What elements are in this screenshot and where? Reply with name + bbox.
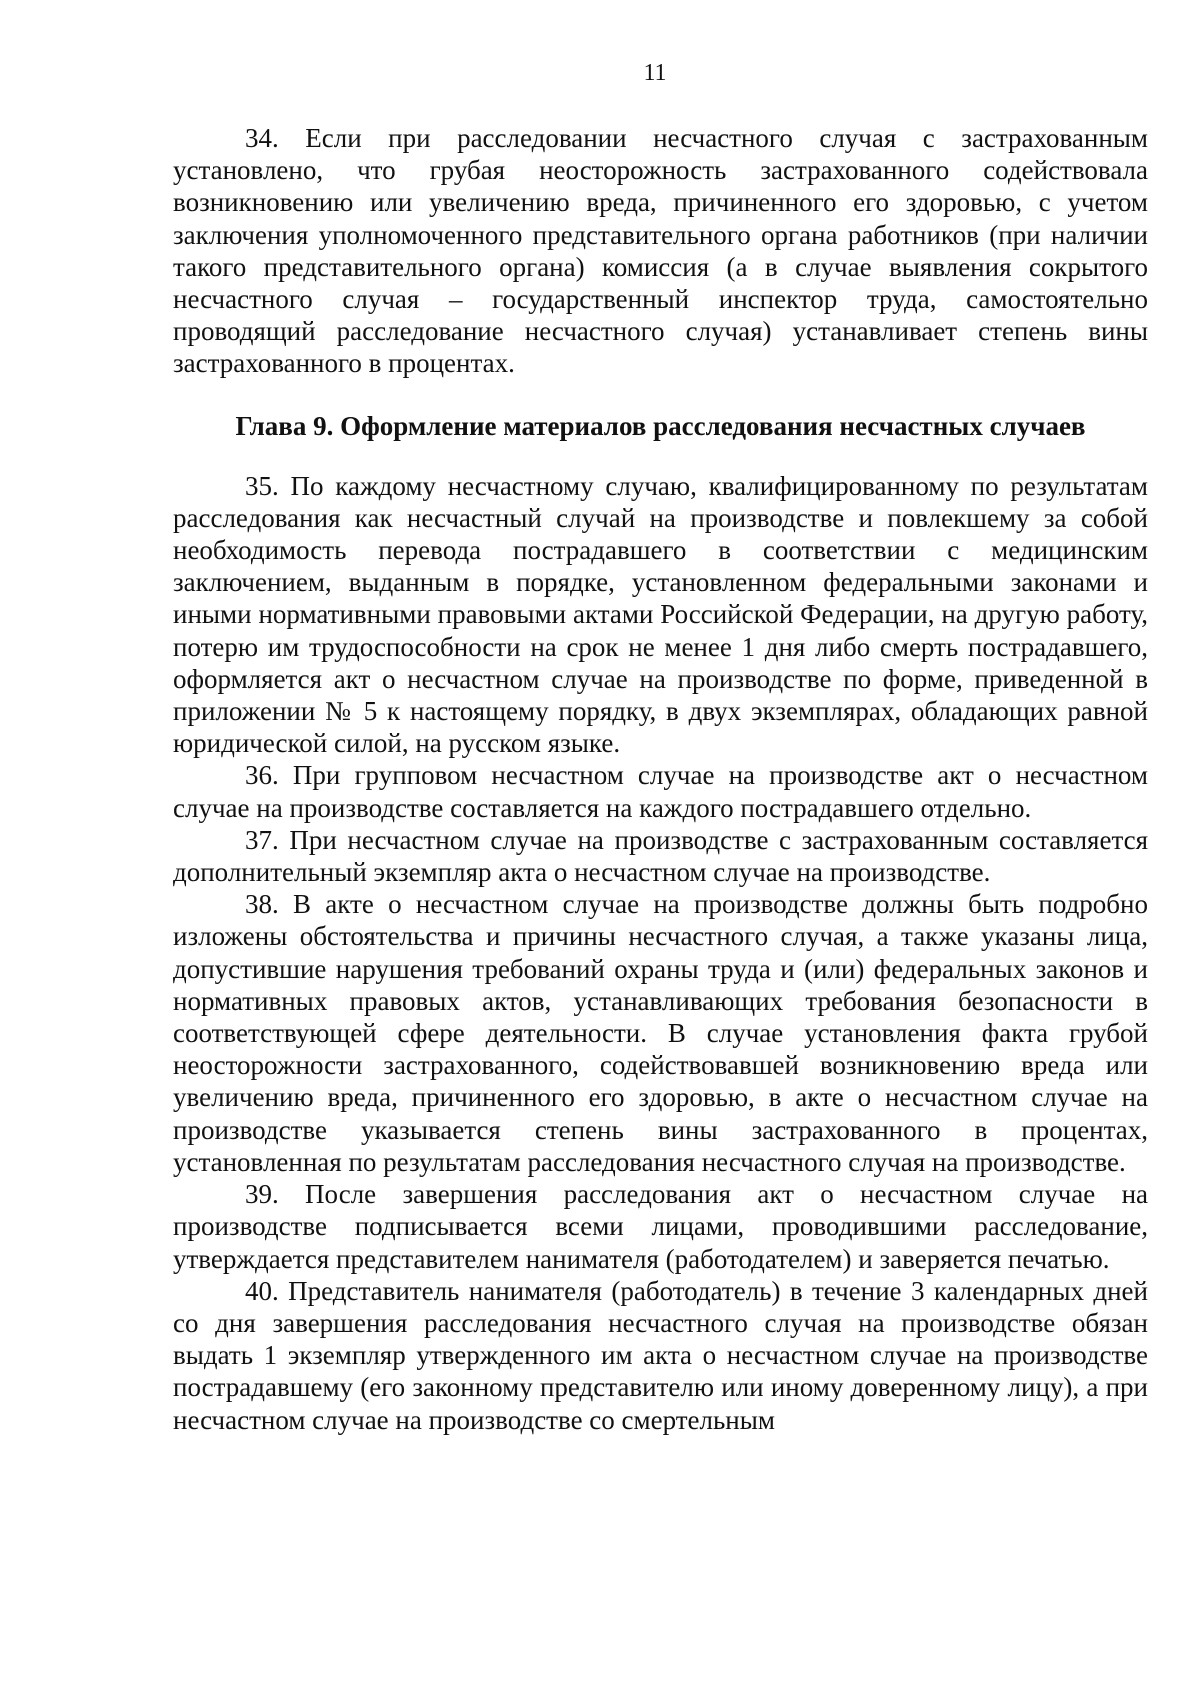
page-number: 11 — [643, 60, 667, 86]
paragraph-37: 37. При несчастном случае на производстве с застрахованным составляется дополнительный экземпляр акта о несчастном случае на производстве. — [173, 824, 1148, 888]
chapter-heading: Глава 9. Оформление материалов расследования несчастных случаев — [235, 410, 1086, 441]
paragraph-35: 35. По каждому несчастному случаю, квалифицированному по результатам расследования как несчастный случай на производстве и повлекшему за собой необходимость перевода пострадавшего в соответствии с медицинским заключением, выданным в порядке, установленном федеральными законами и иными нормативными правовыми актами Российской Федерации, на другую работу, потерю им трудоспособности на срок не менее 1 дня либо смерть пострадавшего, оформляется акт о несчастном случае на производстве по форме, приведенной в приложении № 5 к настоящему порядку, в двух экземплярах, обладающих равной юридической силой, на русском языке. — [173, 470, 1148, 759]
paragraph-39: 39. После завершения расследования акт о несчастном случае на производстве подписывается всеми лицами, проводившими расследование, утверждается представителем нанимателя (работодателем) и заверяется печатью. — [173, 1179, 1148, 1274]
paragraph-38: 38. В акте о несчастном случае на производстве должны быть подробно изложены обстоятельства и причины несчастного случая, а также указаны лица, допустившие нарушения требований охраны труда и (или) федеральных законов и нормативных правовых актов, устанавливающих требования безопасности в соответствующей сфере деятельности. В случае установления факта грубой неосторожности застрахованного, содействовавшей возникновению вреда или увеличению вреда, причиненного его здоровью, в акте о несчастном случае на производстве указывается степень вины застрахованного в процентах, установленная по результатам расследования несчастного случая на производстве. — [173, 889, 1148, 1177]
paragraph-34: 34. Если при расследовании несчастного случая с застрахованным установлено, что грубая неосторожность застрахованного содействовала возникновению или увеличению вреда, причиненного его здоровью, с учетом заключения уполномоченного представительного органа работников (при наличии такого представительного органа) комиссия (а в случае выявления сокрытого несчастного случая – государственный инспектор труда, самостоятельно проводящий расследование несчастного случая) устанавливает степень вины застрахованного в процентах. — [173, 123, 1148, 379]
paragraph-36: 36. При групповом несчастном случае на производстве акт о несчастном случае на производстве составляется на каждого пострадавшего отдельно. — [173, 760, 1148, 823]
paragraph-40: 40. Представитель нанимателя (работодатель) в течение 3 календарных дней со дня завершения расследования несчастного случая на производстве обязан выдать 1 экземпляр утвержденного им акта о несчастном случае на производстве пострадавшему (его законному представителю или иному доверенному лицу), а при несчастном случае на производстве со смертельным — [173, 1275, 1148, 1435]
document-body — [173, 122, 1148, 1436]
